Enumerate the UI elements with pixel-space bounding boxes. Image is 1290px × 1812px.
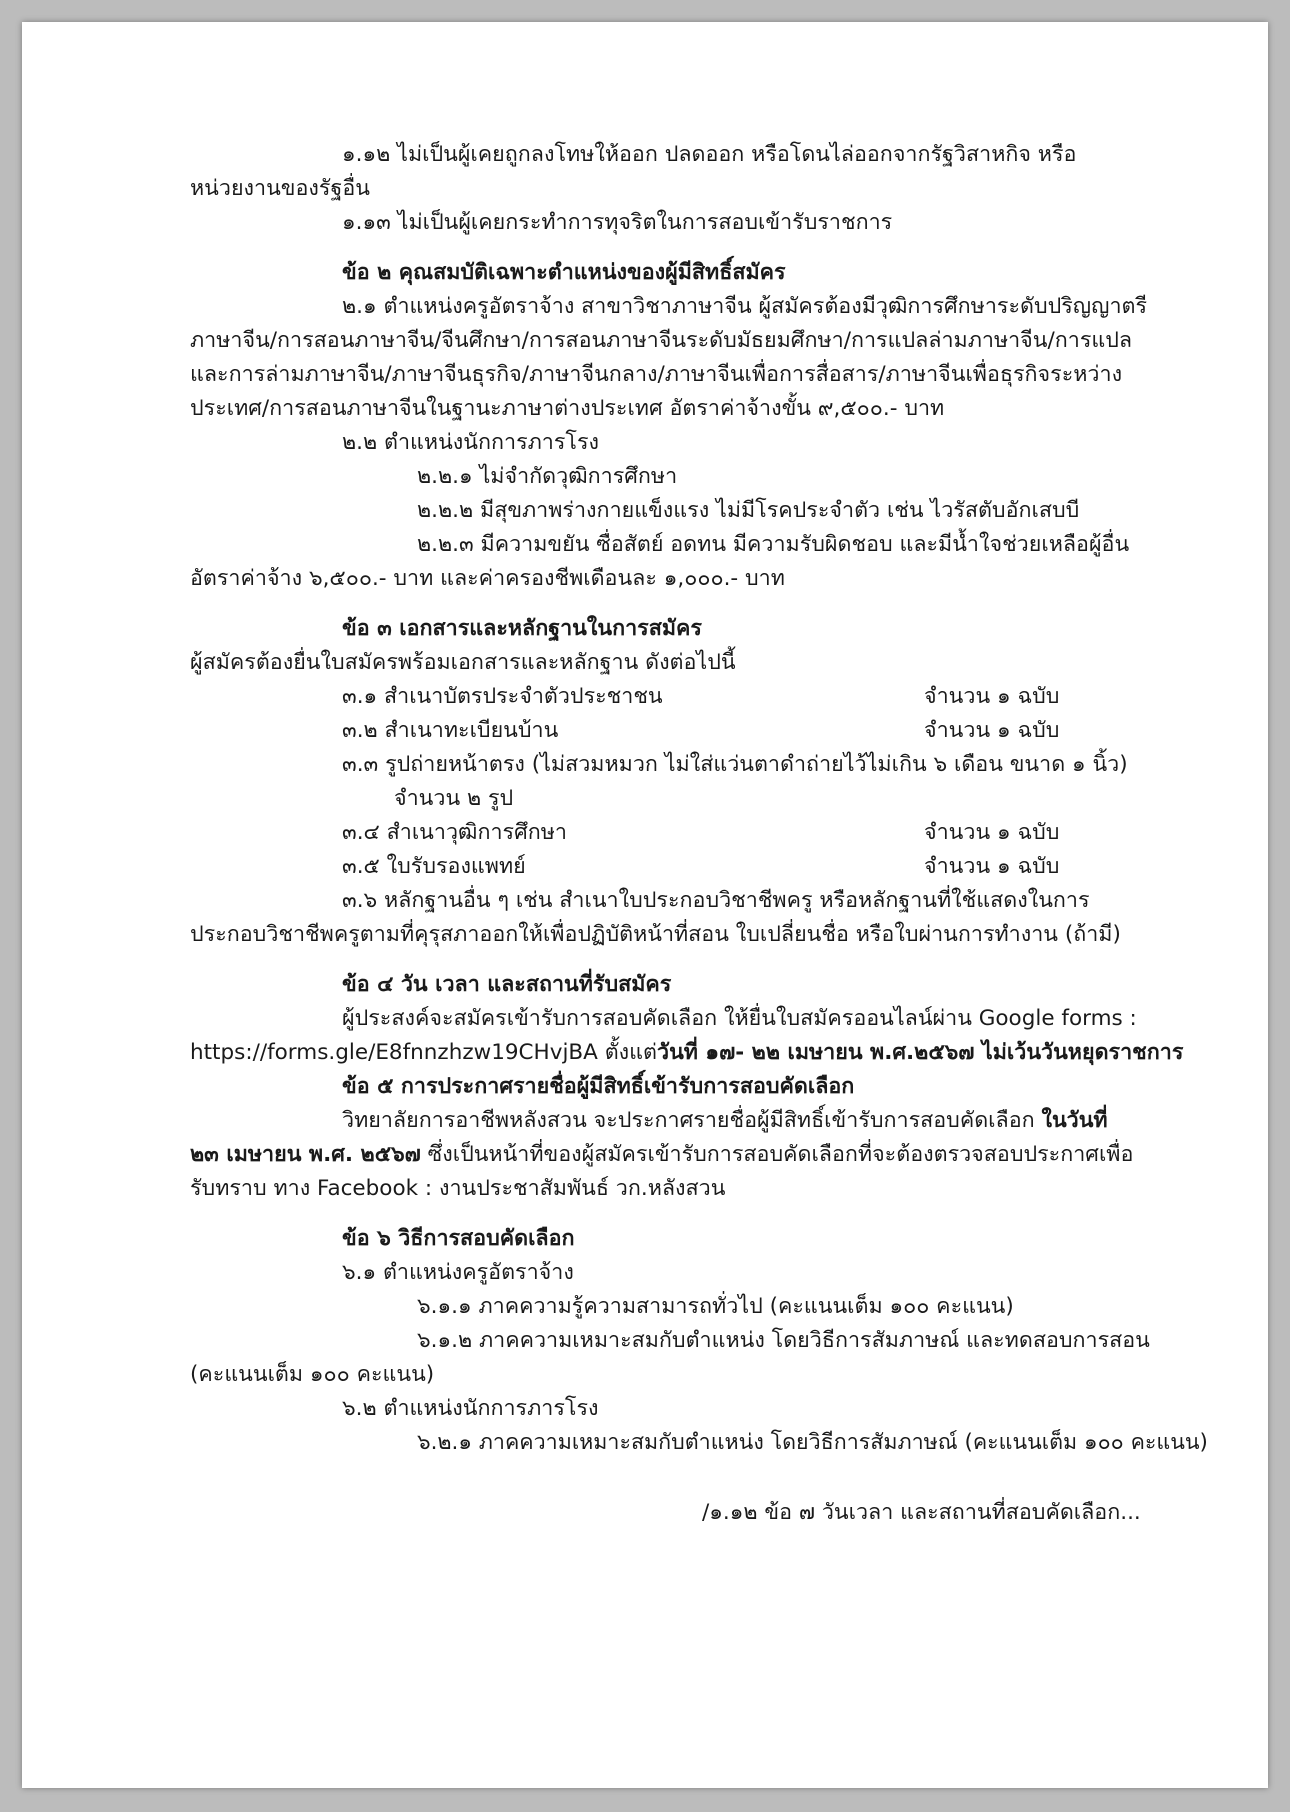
item-6-1-2-cont: (คะแนนเต็ม ๑๐๐ คะแนน) bbox=[190, 1362, 435, 1387]
section-5-text-cont-2: รับทราบ ทาง Facebook : งานประชาสัมพันธ์ วก.หลังสวน bbox=[190, 1176, 726, 1201]
item-1-13: ๑.๑๓ ไม่เป็นผู้เคยกระทำการทุจริตในการสอบเข้ารับราชการ bbox=[342, 210, 893, 235]
section-3-intro: ผู้สมัครต้องยื่นใบสมัครพร้อมเอกสารและหลักฐาน ดังต่อไปนี้ bbox=[190, 650, 736, 675]
item-6-1: ๖.๑ ตำแหน่งครูอัตราจ้าง bbox=[342, 1260, 574, 1285]
item-3-5-qty: จำนวน ๑ ฉบับ bbox=[924, 854, 1060, 879]
item-2-2-3-cont: อัตราค่าจ้าง ๖,๕๐๐.- บาท และค่าครองชีพเดือนละ ๑,๐๐๐.- บาท bbox=[190, 566, 785, 591]
announcement-date: ๒๓ เมษายน พ.ศ. ๒๕๖๗ bbox=[190, 1142, 421, 1167]
document-page bbox=[22, 22, 1268, 1788]
item-2-1-cont-3: ประเทศ/การสอนภาษาจีนในฐานะภาษาต่างประเทศ อัตราค่าจ้างขั้น ๙,๕๐๐.- บาท bbox=[190, 396, 945, 421]
item-6-2: ๖.๒ ตำแหน่งนักการภารโรง bbox=[342, 1396, 599, 1421]
item-2-1-cont-2: และการล่ามภาษาจีน/ภาษาจีนธุรกิจ/ภาษาจีนกลาง/ภาษาจีนเพื่อการสื่อสาร/ภาษาจีนเพื่อธุรกิจระหว่าง bbox=[190, 362, 1123, 387]
section-4-heading: ข้อ ๔ วัน เวลา และสถานที่รับสมัคร bbox=[342, 972, 672, 997]
section-5-text-part: วิทยาลัยการอาชีพหลังสวน จะประกาศรายชื่อผู้มีสิทธิ์เข้ารับการสอบคัดเลือก bbox=[342, 1108, 1042, 1133]
item-6-1-1: ๖.๑.๑ ภาคความรู้ความสามารถทั่วไป (คะแนนเต็ม ๑๐๐ คะแนน) bbox=[417, 1294, 1014, 1319]
item-3-5: ๓.๕ ใบรับรองแพทย์ bbox=[342, 854, 526, 879]
section-4-text: ผู้ประสงค์จะสมัครเข้ารับการสอบคัดเลือก ให้ยื่นใบสมัครออนไลน์ผ่าน Google forms : bbox=[342, 1006, 1137, 1031]
item-2-2: ๒.๒ ตำแหน่งนักการภารโรง bbox=[342, 430, 600, 455]
item-3-6-cont: ประกอบวิชาชีพครูตามที่คุรุสภาออกให้เพื่อปฏิบัติหน้าที่สอน ใบเปลี่ยนชื่อ หรือใบผ่านการทำงาน (ถ้ามี) bbox=[190, 922, 1121, 947]
item-2-2-1: ๒.๒.๑ ไม่จำกัดวุฒิการศึกษา bbox=[417, 464, 678, 489]
item-3-1-qty: จำนวน ๑ ฉบับ bbox=[924, 684, 1060, 709]
item-3-2: ๓.๒ สำเนาทะเบียนบ้าน bbox=[342, 718, 559, 743]
item-3-3-qty: จำนวน ๒ รูป bbox=[394, 786, 514, 811]
item-2-2-2: ๒.๒.๒ มีสุขภาพร่างกายแข็งแรง ไม่มีโรคประจำตัว เช่น ไวรัสตับอักเสบบี bbox=[417, 498, 1080, 523]
item-2-2-3: ๒.๒.๓ มีความขยัน ซื่อสัตย์ อดทน มีความรับผิดชอบ และมีน้ำใจช่วยเหลือผู้อื่น bbox=[417, 532, 1130, 557]
section-5-heading: ข้อ ๕ การประกาศรายชื่อผู้มีสิทธิ์เข้ารับการสอบคัดเลือก bbox=[342, 1074, 855, 1099]
item-3-3: ๓.๓ รูปถ่ายหน้าตรง (ไม่สวมหมวก ไม่ใส่แว่นตาดำถ่ายไว้ไม่เกิน ๖ เดือน ขนาด ๑ นิ้ว) bbox=[342, 752, 1128, 777]
page-continuation-footer: /๑.๑๒ ข้อ ๗ วันเวลา และสถานที่สอบคัดเลือก... bbox=[702, 1500, 1141, 1525]
section-4-text-cont bbox=[190, 1038, 1183, 1068]
section-5-text-part-2: ซึ่งเป็นหน้าที่ของผู้สมัครเข้ารับการสอบคัดเลือกที่จะต้องตรวจสอบประกาศเพื่อ bbox=[420, 1142, 1134, 1167]
item-3-4-qty: จำนวน ๑ ฉบับ bbox=[924, 820, 1060, 845]
section-5-date-label: ในวันที่ bbox=[1041, 1108, 1108, 1133]
item-3-1: ๓.๑ สำเนาบัตรประจำตัวประชาชน bbox=[342, 684, 663, 709]
section-3-heading: ข้อ ๓ เอกสารและหลักฐานในการสมัคร bbox=[342, 616, 702, 641]
google-form-link: https://forms.gle/E8fnnzhzw19CHvjBA ตั้งแต่ bbox=[190, 1040, 657, 1065]
item-3-6: ๓.๖ หลักฐานอื่น ๆ เช่น สำเนาใบประกอบวิชาชีพครู หรือหลักฐานที่ใช้แสดงในการ bbox=[342, 888, 1090, 913]
section-2-heading: ข้อ ๒ คุณสมบัติเฉพาะตำแหน่งของผู้มีสิทธิ์สมัคร bbox=[342, 260, 786, 285]
item-1-12: ๑.๑๒ ไม่เป็นผู้เคยถูกลงโทษให้ออก ปลดออก หรือโดนไล่ออกจากรัฐวิสาหกิจ หรือ bbox=[342, 142, 1077, 167]
application-dates: วันที่ ๑๗- ๒๒ เมษายน พ.ศ.๒๕๖๗ ไม่เว้นวันหยุดราชการ bbox=[657, 1040, 1184, 1065]
section-6-heading: ข้อ ๖ วิธีการสอบคัดเลือก bbox=[342, 1226, 575, 1251]
item-3-2-qty: จำนวน ๑ ฉบับ bbox=[924, 718, 1060, 743]
item-1-12-cont: หน่วยงานของรัฐอื่น bbox=[190, 176, 370, 201]
item-3-4: ๓.๔ สำเนาวุฒิการศึกษา bbox=[342, 820, 567, 845]
section-5-text bbox=[342, 1106, 1108, 1136]
section-5-text-cont bbox=[190, 1140, 1133, 1170]
item-6-1-2: ๖.๑.๒ ภาคความเหมาะสมกับตำแหน่ง โดยวิธีการสัมภาษณ์ และทดสอบการสอน bbox=[417, 1328, 1150, 1353]
item-2-1-cont-1: ภาษาจีน/การสอนภาษาจีน/จีนศึกษา/การสอนภาษาจีนระดับมัธยมศึกษา/การแปลล่ามภาษาจีน/การแปล bbox=[190, 328, 1133, 353]
item-2-1: ๒.๑ ตำแหน่งครูอัตราจ้าง สาขาวิชาภาษาจีน ผู้สมัครต้องมีวุฒิการศึกษาระดับปริญญาตรี bbox=[342, 294, 1148, 319]
item-6-2-1: ๖.๒.๑ ภาคความเหมาะสมกับตำแหน่ง โดยวิธีการสัมภาษณ์ (คะแนนเต็ม ๑๐๐ คะแนน) bbox=[417, 1430, 1208, 1455]
